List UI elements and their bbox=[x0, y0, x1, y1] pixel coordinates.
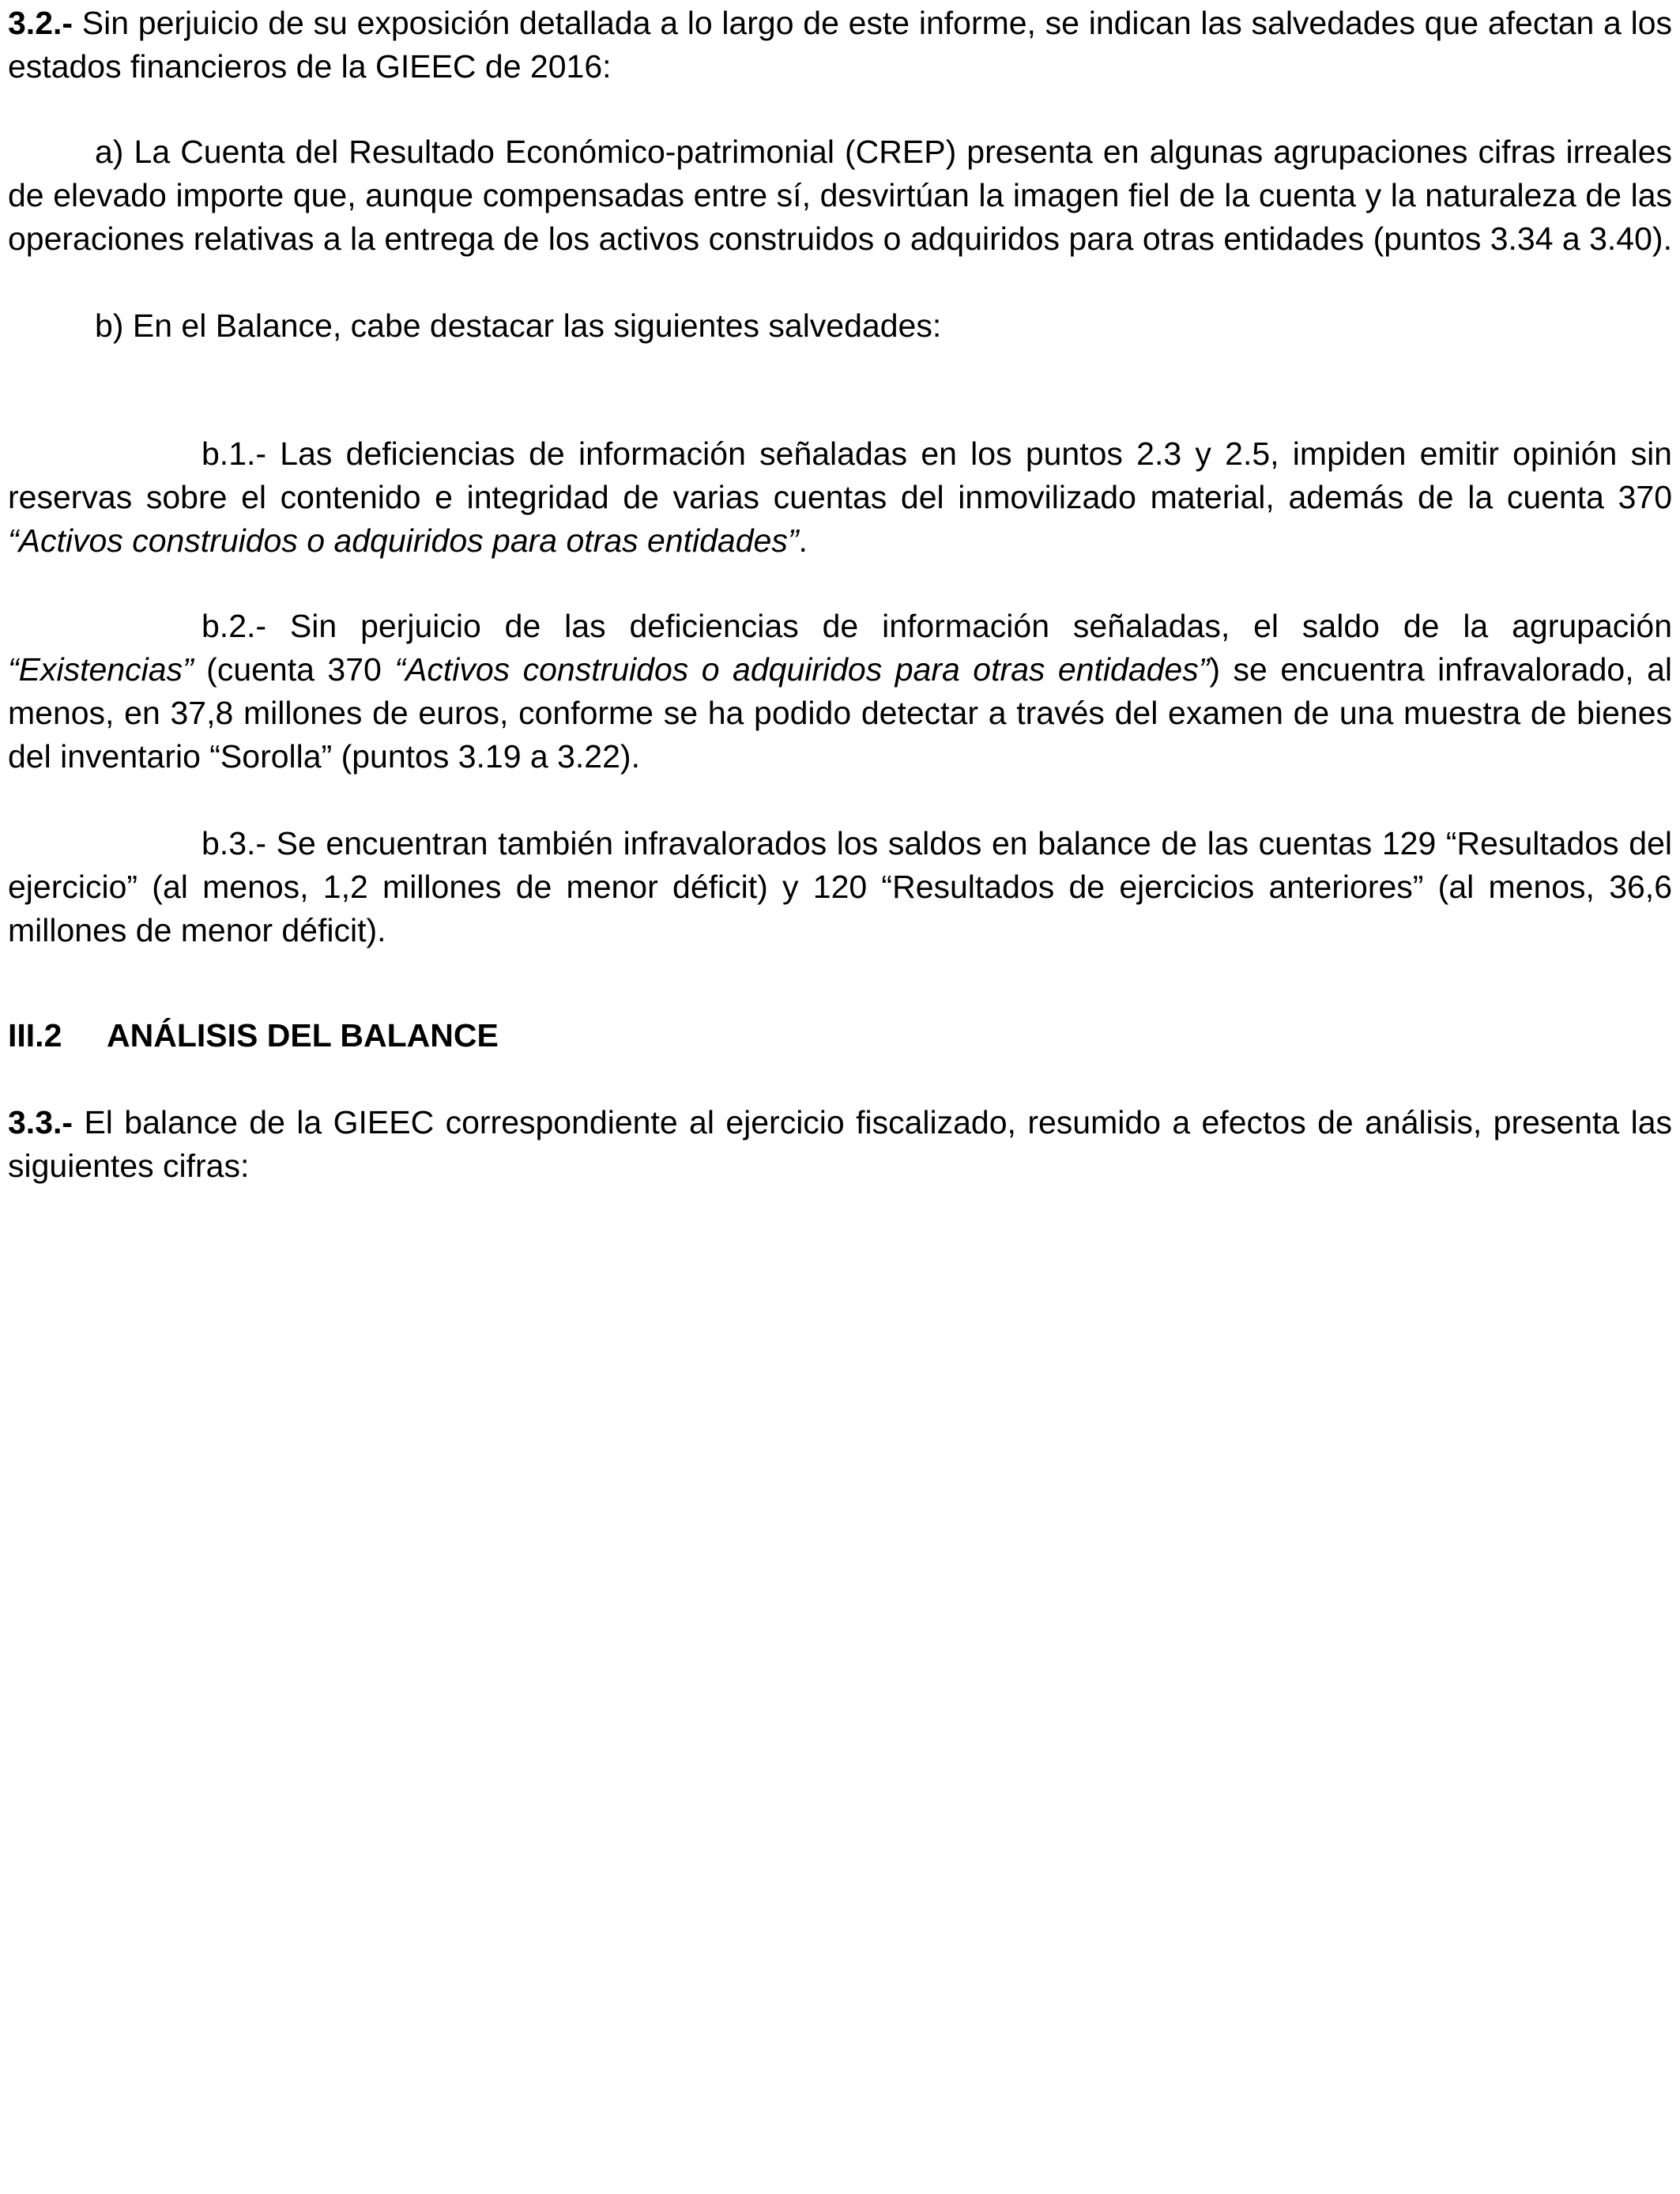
paragraph-b3 bbox=[8, 822, 1672, 952]
paragraph-3-2 bbox=[8, 2, 1672, 89]
paragraph-b1 bbox=[8, 432, 1672, 563]
paragraph-text: b) En el Balance, cabe destacar las siguientes salvedades: bbox=[95, 307, 942, 344]
italic-group-name: “Existencias” bbox=[8, 651, 194, 688]
paragraph-b bbox=[8, 304, 1672, 348]
paragraph-text-mid: (cuenta 370 bbox=[193, 651, 395, 688]
paragraph-number: 3.3.- bbox=[8, 1104, 73, 1140]
paragraph-text: b.2.- Sin perjuicio de las deficiencias de información señaladas, el saldo de la agrupación bbox=[202, 608, 1672, 644]
paragraph-a bbox=[8, 130, 1672, 261]
paragraph-number: 3.2.- bbox=[8, 5, 73, 41]
paragraph-text-end: ) se encuentra infravalorado, al menos, en 37,8 millones de euros, conforme se ha podido detectar a través del examen de una muestra de bienes del inventario “Sorolla” (puntos 3.19 a 3.22). bbox=[8, 651, 1672, 775]
section-title: ANÁLISIS DEL BALANCE bbox=[107, 1017, 499, 1054]
paragraph-3-3 bbox=[8, 1101, 1672, 1188]
paragraph-text: b.3.- Se encuentran también infravalorados los saldos en balance de las cuentas 129 “Resultados del ejercicio” (al menos, 1,2 millones de menor déficit) y 120 “Resultados de ejercicios anteriores” (al menos, 36,6 millones de menor déficit). bbox=[8, 825, 1672, 948]
paragraph-text: b.1.- Las deficiencias de información señaladas en los puntos 2.3 y 2.5, impiden emitir opinión sin reservas sobre el contenido e integridad de varias cuentas del inmovilizado material, además de la cuenta 370 bbox=[8, 435, 1672, 515]
paragraph-text: Sin perjuicio de su exposición detallada a lo largo de este informe, se indican las salvedades que afectan a los estados financieros de la GIEEC de 2016: bbox=[8, 5, 1672, 85]
italic-account-name: “Activos construidos o adquiridos para otras entidades” bbox=[394, 651, 1210, 688]
paragraph-text: El balance de la GIEEC correspondiente al ejercicio fiscalizado, resumido a efectos de análisis, presenta las siguientes cifras: bbox=[8, 1104, 1672, 1184]
italic-account-name: “Activos construidos o adquiridos para otras entidades” bbox=[8, 522, 799, 559]
section-number: III.2 bbox=[8, 1017, 62, 1054]
paragraph-text-end: . bbox=[798, 522, 808, 559]
section-heading bbox=[8, 1014, 1672, 1057]
paragraph-text: a) La Cuenta del Resultado Económico-patrimonial (CREP) presenta en algunas agrupaciones cifras irreales de elevado importe que, aunque compensadas entre sí, desvirtúan la imagen fiel de la cuenta y la naturaleza de las operaciones relativas a la entrega de los activos construidos o adquiridos para otras entidades (puntos 3.34 a 3.40). bbox=[8, 134, 1672, 257]
paragraph-b2 bbox=[8, 605, 1672, 778]
